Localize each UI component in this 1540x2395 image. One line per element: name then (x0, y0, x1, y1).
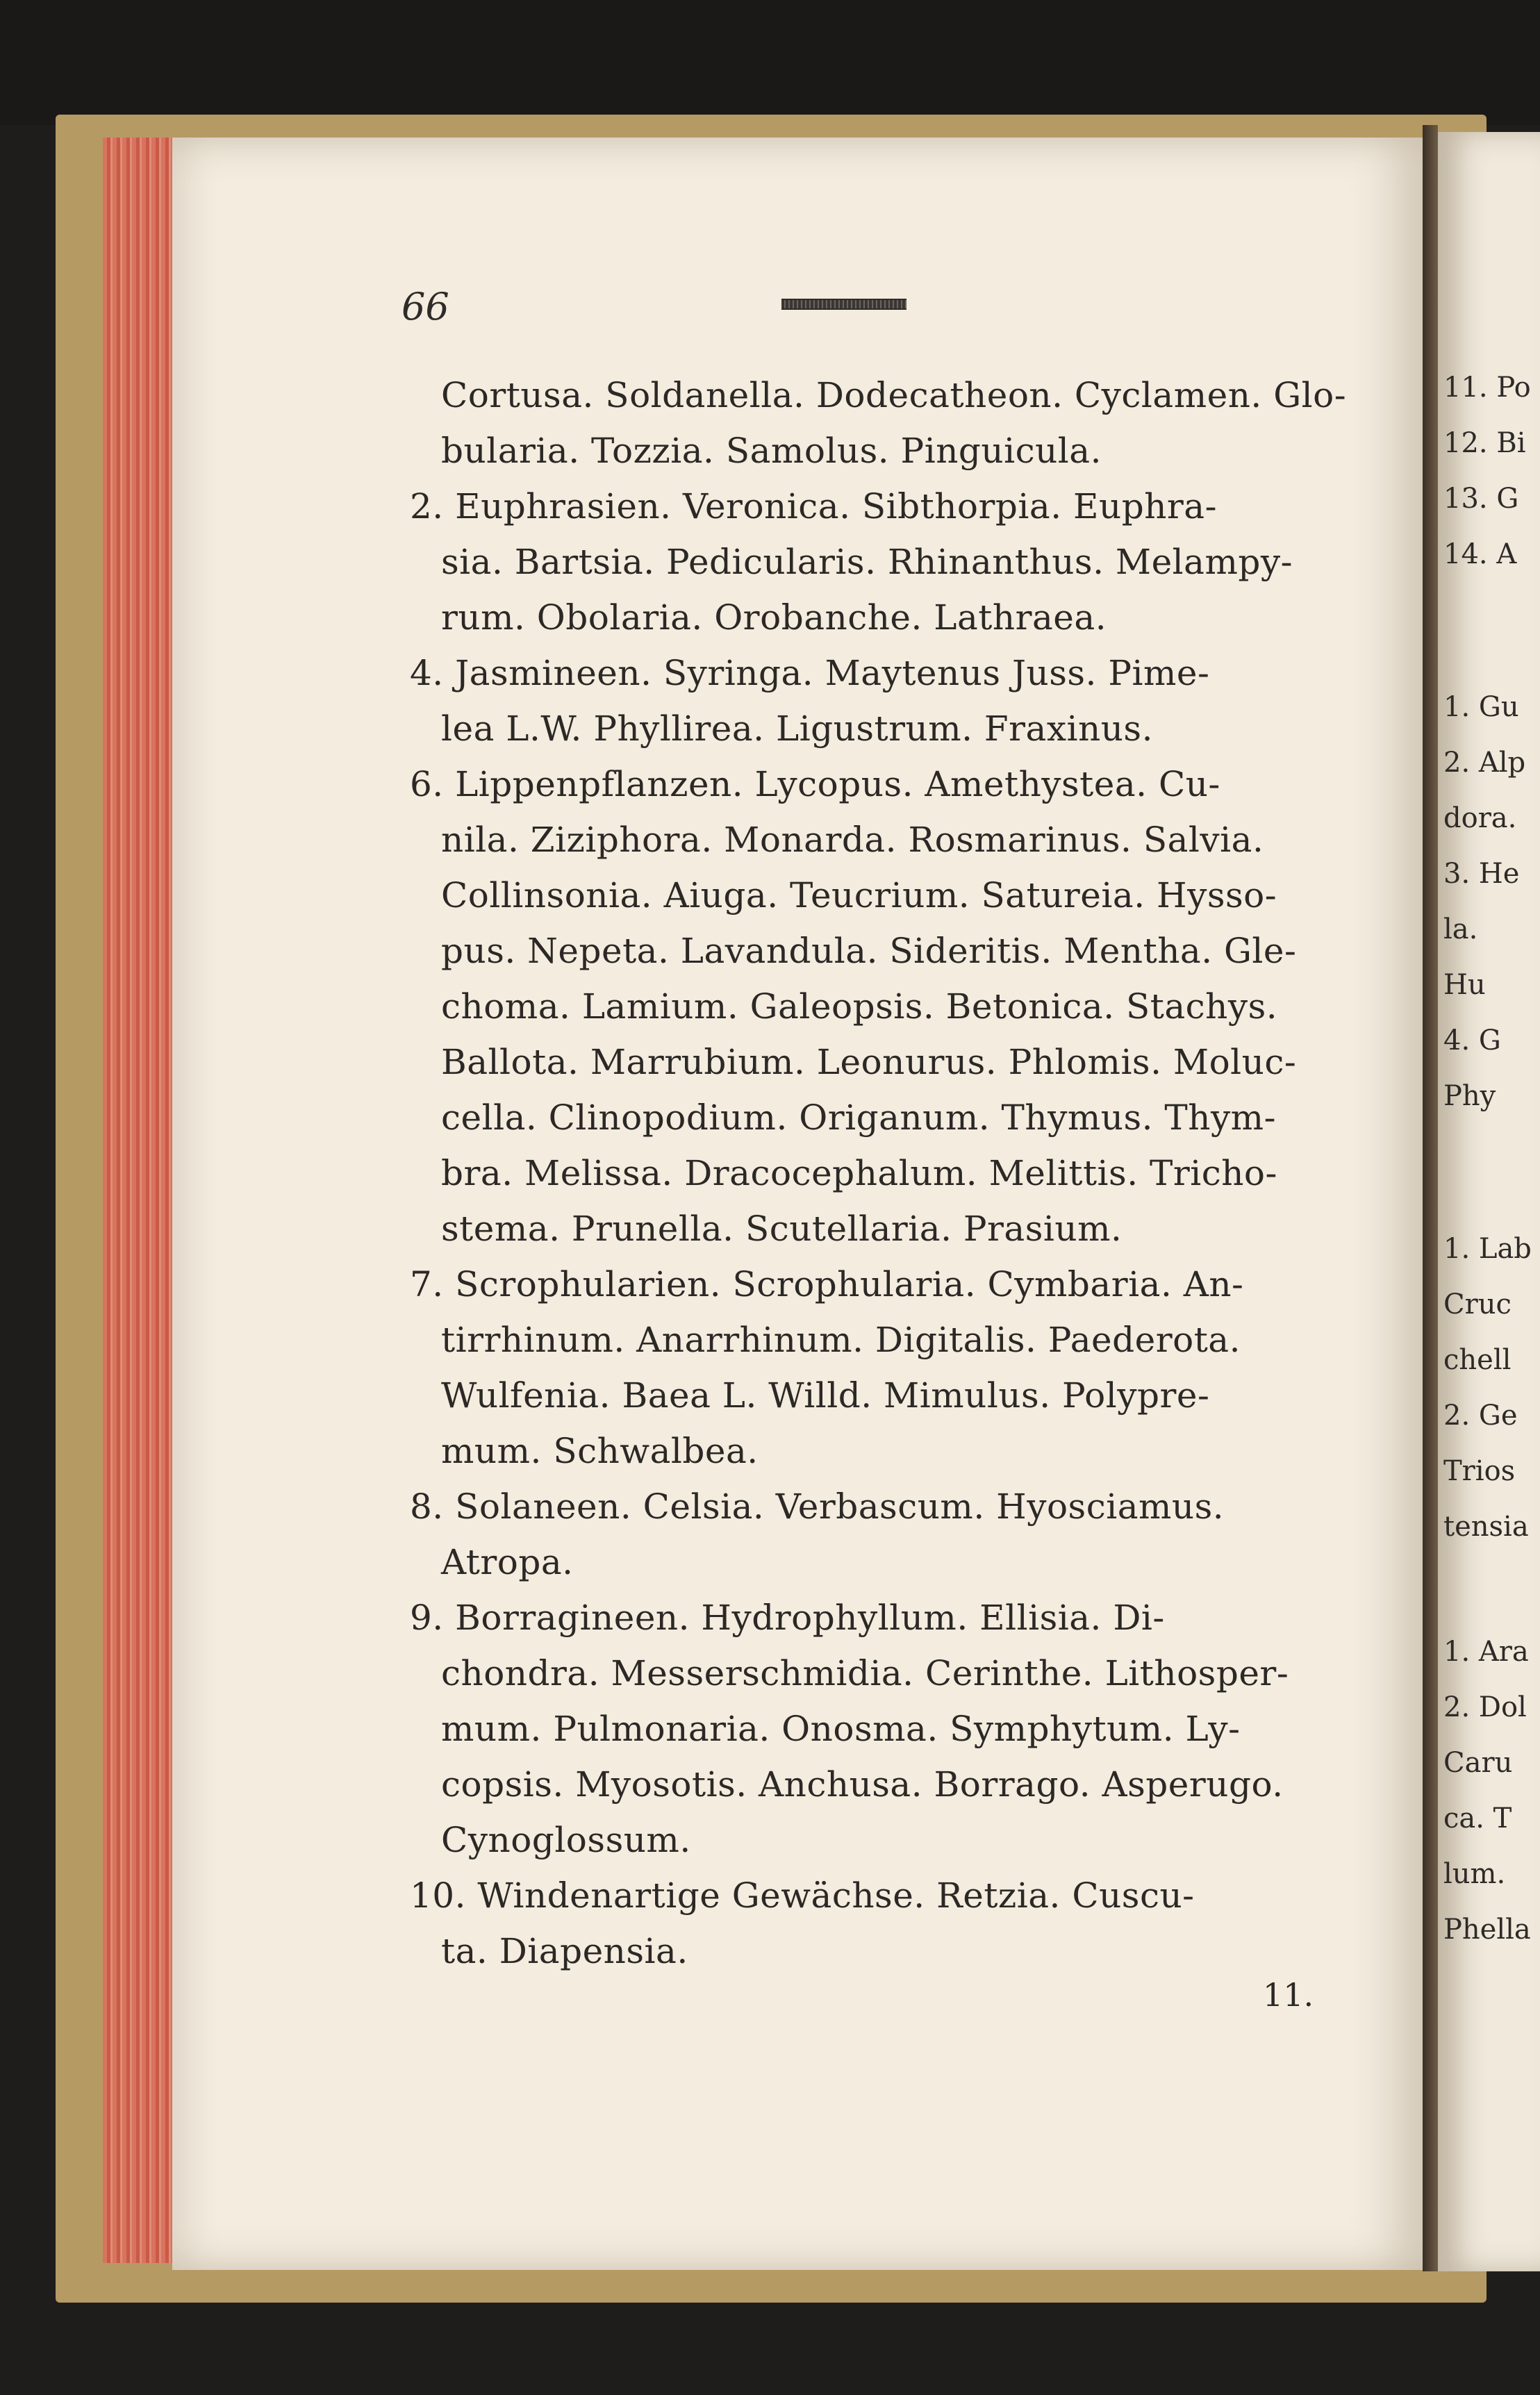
text-line: pus. Nepeta. Lavandula. Sideritis. Mentha. Gle- (441, 931, 1297, 971)
facing-line: tensia (1443, 1511, 1529, 1543)
text-line: sia. Bartsia. Pedicularis. Rhinanthus. Melampy- (441, 542, 1293, 582)
text-line: cella. Clinopodium. Origanum. Thymus. Thym- (441, 1097, 1276, 1138)
text-line: 2. Euphrasien. Veronica. Sibthorpia. Euphra- (410, 486, 1218, 527)
text-line: 4. Jasmineen. Syringa. Maytenus Juss. Pime- (410, 653, 1210, 693)
facing-line: 12. Bi (1443, 427, 1526, 459)
text-line: mum. Pulmonaria. Onosma. Symphytum. Ly- (441, 1709, 1241, 1749)
header-ornament-rule (781, 299, 906, 310)
facing-line: Cruc (1443, 1288, 1512, 1320)
text-line: ta. Diapensia. (441, 1931, 688, 1971)
text-line: mum. Schwalbea. (441, 1431, 759, 1471)
facing-line: dora. (1443, 802, 1517, 834)
facing-line: ca. T (1443, 1803, 1512, 1834)
text-line: 7. Scrophularien. Scrophularia. Cymbaria. An- (410, 1264, 1244, 1304)
text-line: chondra. Messerschmidia. Cerinthe. Lithosper- (441, 1653, 1289, 1693)
facing-line: 1. Ara (1443, 1636, 1529, 1668)
text-line: bra. Melissa. Dracocephalum. Melittis. Tricho- (441, 1153, 1277, 1193)
facing-line: 1. Gu (1443, 691, 1519, 723)
text-line: Cortusa. Soldanella. Dodecatheon. Cyclamen. Glo- (441, 375, 1347, 415)
text-line: 6. Lippenpflanzen. Lycopus. Amethystea. Cu- (410, 764, 1220, 804)
facing-line: 3. He (1443, 858, 1520, 890)
text-line: Collinsonia. Aiuga. Teucrium. Satureia. Hysso- (441, 875, 1277, 915)
catchword: 11. (1263, 1976, 1314, 2014)
facing-line: 2. Alp (1443, 747, 1526, 779)
facing-line: 4. G (1443, 1025, 1501, 1056)
facing-line: Caru (1443, 1747, 1513, 1779)
facing-line: 11. Po (1443, 372, 1531, 404)
text-line: 10. Windenartige Gewächse. Retzia. Cuscu- (410, 1875, 1195, 1916)
text-line: bularia. Tozzia. Samolus. Pinguicula. (441, 431, 1102, 471)
text-line: tirrhinum. Anarrhinum. Digitalis. Paederota. (441, 1320, 1241, 1360)
text-line: rum. Obolaria. Orobanche. Lathraea. (441, 597, 1107, 638)
facing-line: 2. Dol (1443, 1691, 1527, 1723)
text-line: Wulfenia. Baea L. Willd. Mimulus. Polypre- (441, 1375, 1210, 1416)
facing-line: 1. Lab (1443, 1233, 1532, 1265)
text-line: Ballota. Marrubium. Leonurus. Phlomis. Moluc- (441, 1042, 1297, 1082)
facing-line: 14. A (1443, 538, 1517, 570)
facing-line: Phy (1443, 1080, 1496, 1112)
text-line: Cynoglossum. (441, 1820, 691, 1860)
facing-line: 2. Ge (1443, 1400, 1518, 1432)
text-line: Atropa. (441, 1542, 574, 1582)
facing-line: lum. (1443, 1858, 1506, 1890)
page-edge-red (103, 138, 174, 2263)
text-line: stema. Prunella. Scutellaria. Prasium. (441, 1209, 1123, 1249)
text-line: 8. Solaneen. Celsia. Verbascum. Hyosciamus. (410, 1486, 1225, 1527)
facing-line: Trios (1443, 1455, 1516, 1487)
text-line: 9. Borragineen. Hydrophyllum. Ellisia. Di- (410, 1598, 1165, 1638)
page-number: 66 (401, 285, 449, 329)
text-line: copsis. Myosotis. Anchusa. Borrago. Asperugo. (441, 1764, 1284, 1805)
facing-line: chell (1443, 1344, 1512, 1376)
facing-line: 13. G (1443, 483, 1519, 515)
dark-background (0, 0, 1540, 125)
facing-line: Phella (1443, 1914, 1531, 1946)
facing-line: la. (1443, 913, 1478, 945)
facing-line: Hu (1443, 969, 1486, 1001)
text-line: lea L.W. Phyllirea. Ligustrum. Fraxinus. (441, 708, 1153, 749)
text-line: choma. Lamium. Galeopsis. Betonica. Stachys. (441, 986, 1278, 1027)
text-line: nila. Ziziphora. Monarda. Rosmarinus. Salvia. (441, 820, 1264, 860)
